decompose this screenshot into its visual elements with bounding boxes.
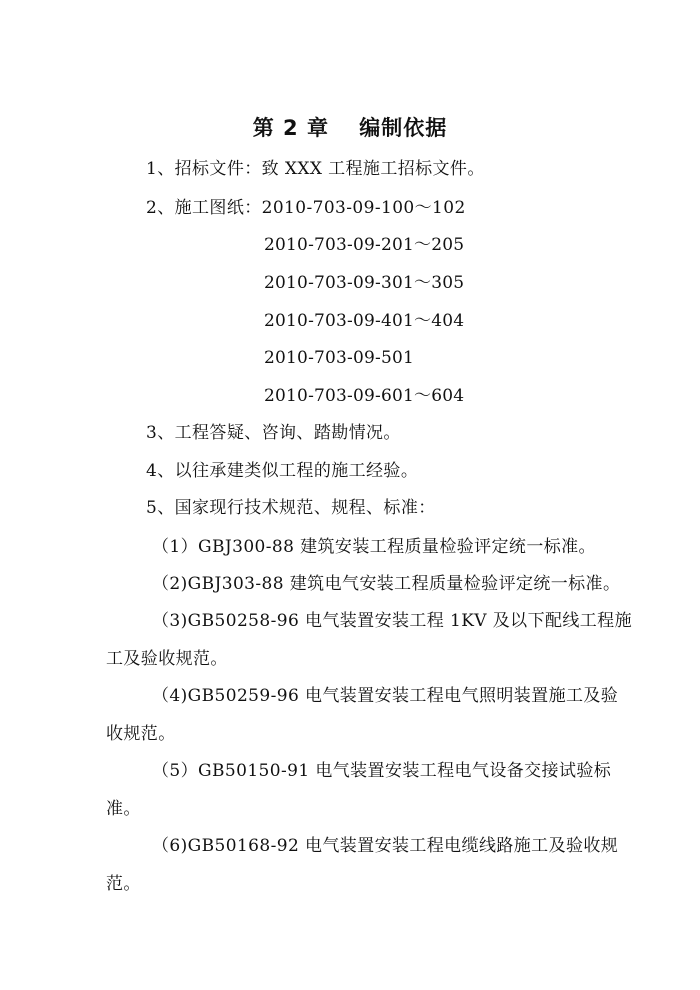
chapter-title: 第 2 章 编制依据	[252, 116, 448, 140]
standard-6-line-2: 范。	[106, 874, 141, 894]
basis-item-1: 1、招标文件：致 XXX 工程施工招标文件。	[146, 159, 485, 179]
standard-5-line-1: （5）GB50150-91 电气装置安装工程电气设备交接试验标	[152, 761, 612, 781]
drawing-number: 2010-703-09-401～404	[264, 311, 465, 331]
standard-5-line-2: 准。	[106, 799, 141, 819]
standard-2: （2)GBJ303-88 建筑电气安装工程质量检验评定统一标准。	[152, 574, 621, 594]
drawing-number: 2010-703-09-501	[264, 348, 415, 368]
basis-item-4: 4、以往承建类似工程的施工经验。	[146, 461, 419, 481]
drawing-number: 2010-703-09-301～305	[264, 273, 465, 293]
drawing-number: 2010-703-09-601～604	[264, 386, 465, 406]
standard-4-line-2: 收规范。	[106, 724, 176, 744]
basis-item-5: 5、国家现行技术规范、规程、标准：	[146, 498, 436, 518]
standard-3-line-2: 工及验收规范。	[106, 649, 228, 669]
basis-item-3: 3、工程答疑、咨询、踏勘情况。	[146, 423, 401, 443]
drawing-number: 2010-703-09-201～205	[264, 235, 465, 255]
basis-item-2: 2、施工图纸：2010-703-09-100～102	[146, 198, 466, 218]
standard-3-line-1: （3)GB50258-96 电气装置安装工程 1KV 及以下配线工程施	[152, 611, 632, 631]
standard-4-line-1: （4)GB50259-96 电气装置安装工程电气照明装置施工及验	[152, 686, 619, 706]
standard-1: （1）GBJ300-88 建筑安装工程质量检验评定统一标准。	[152, 537, 596, 557]
standard-6-line-1: （6)GB50168-92 电气装置安装工程电缆线路施工及验收规	[152, 836, 619, 856]
